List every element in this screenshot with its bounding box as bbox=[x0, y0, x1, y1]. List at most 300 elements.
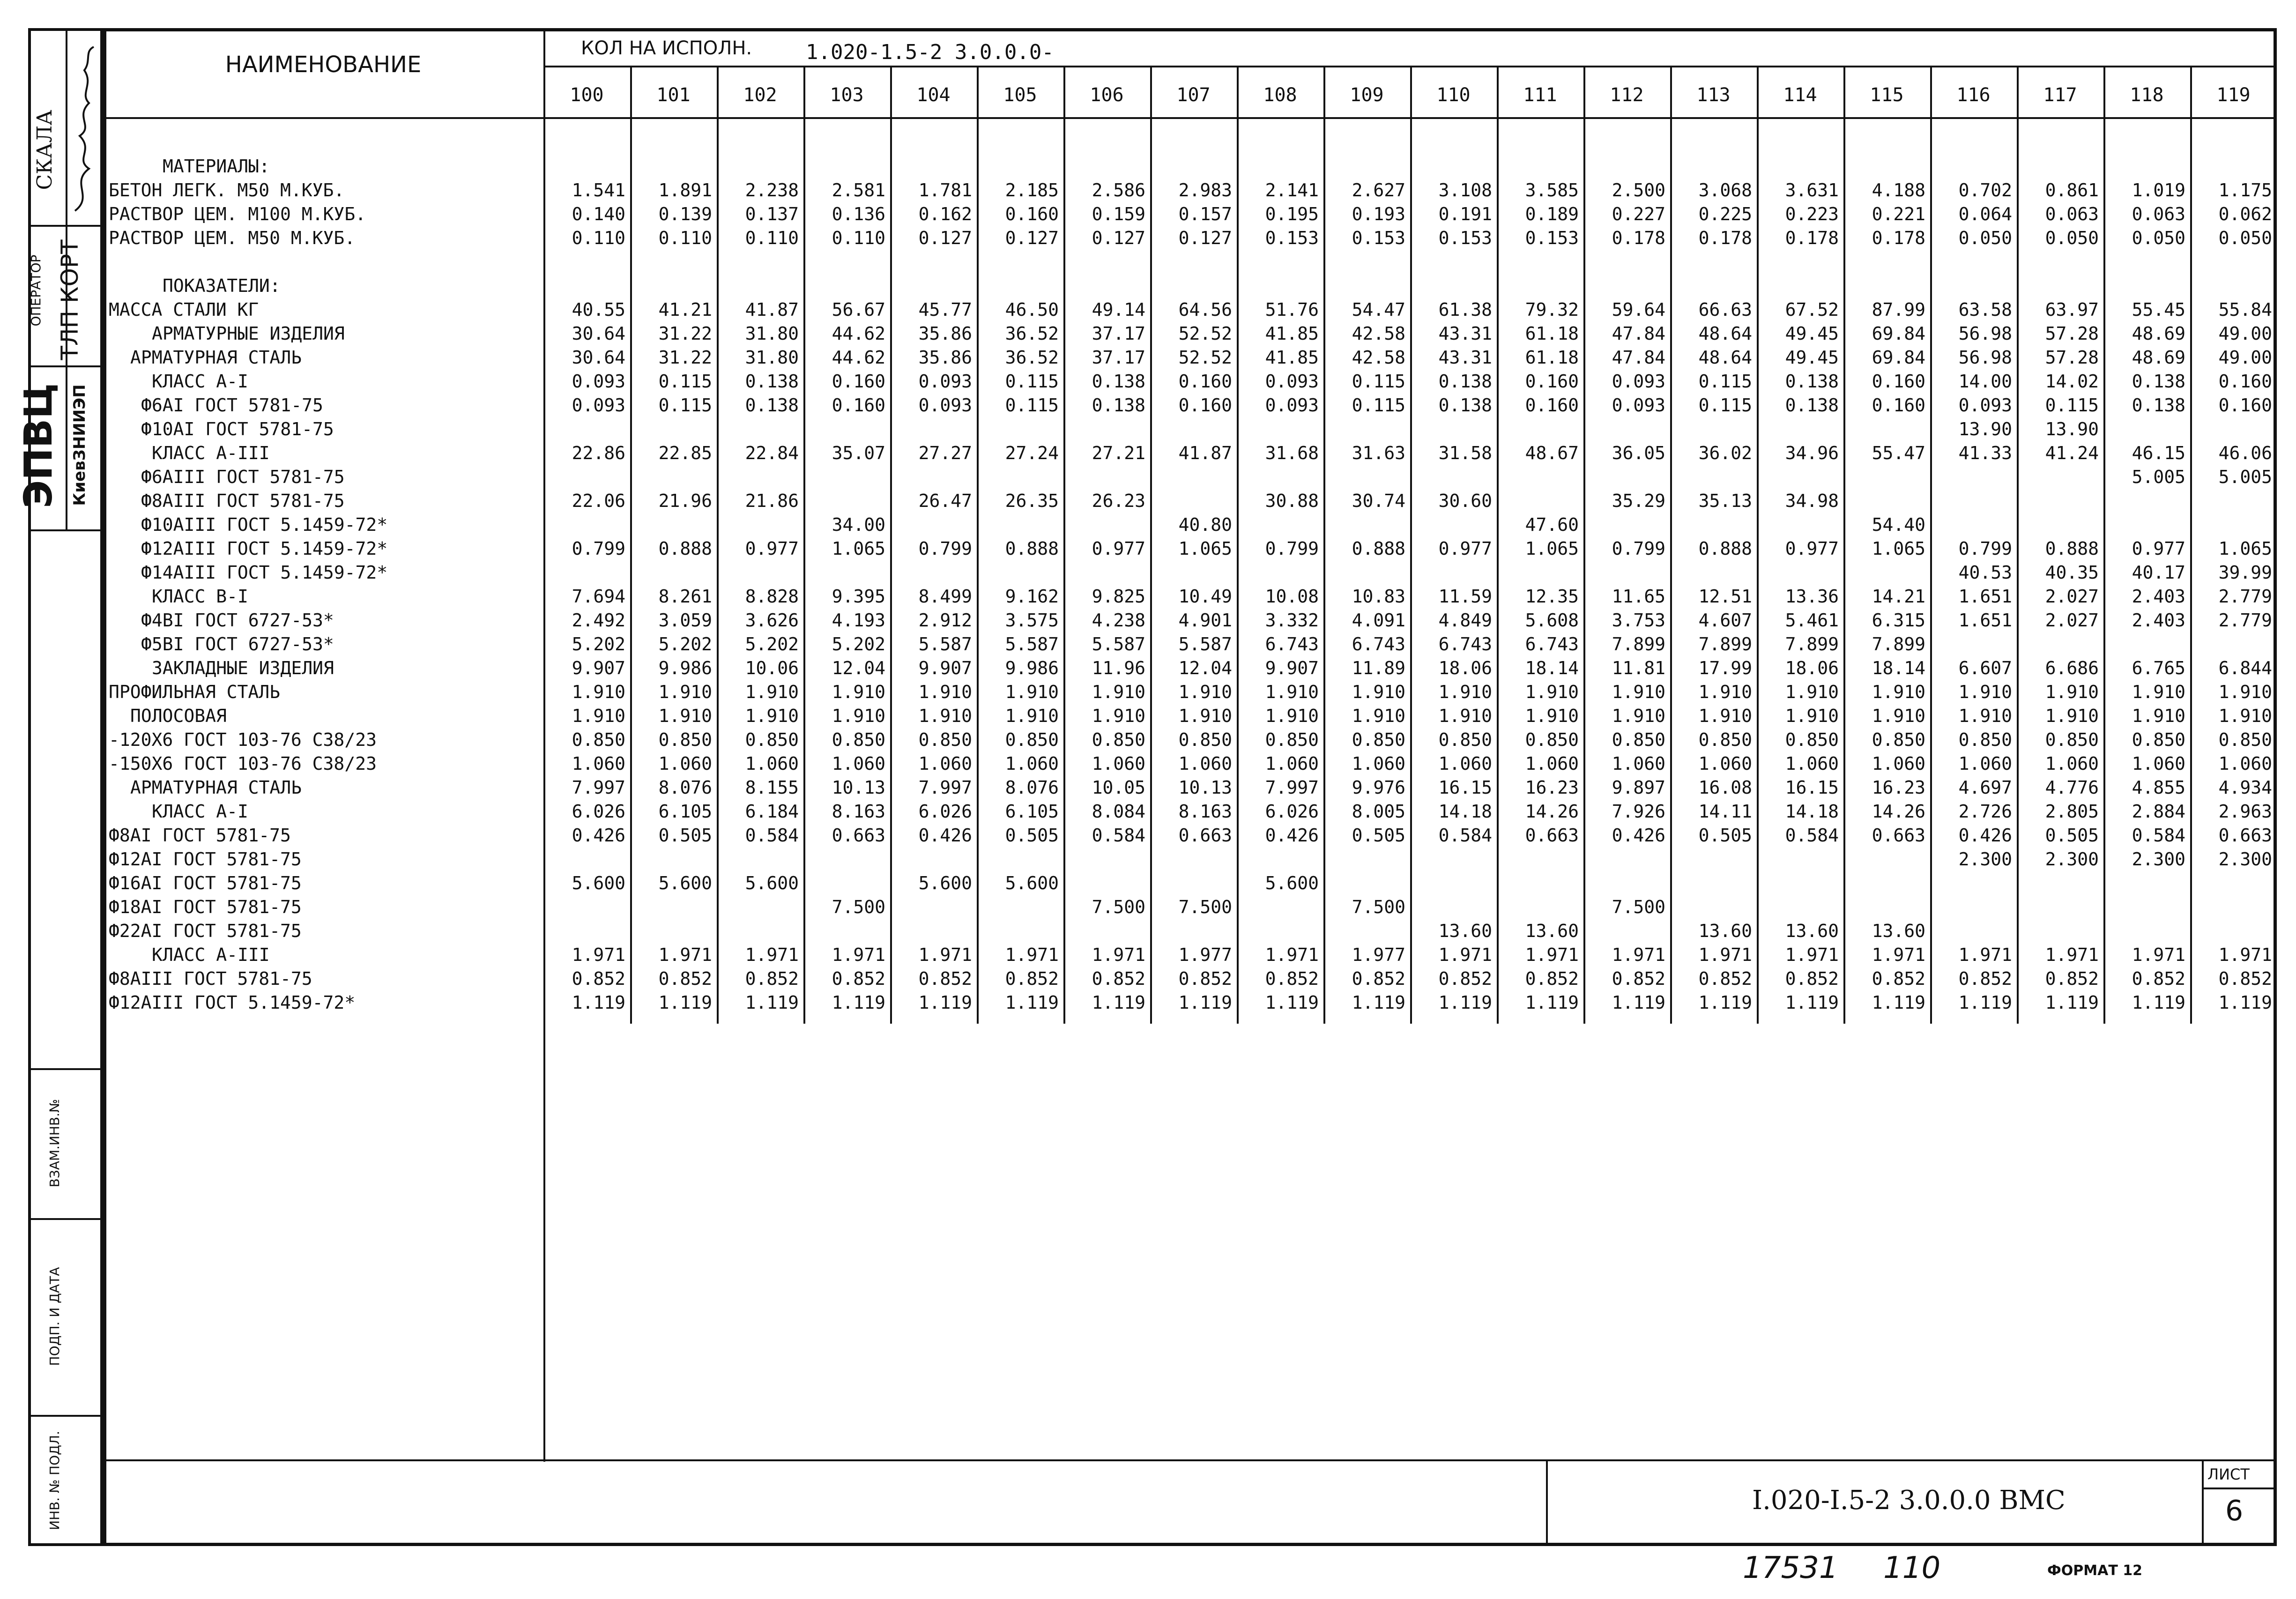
table-cell: 1.971 bbox=[918, 945, 972, 965]
table-cell: 67.52 bbox=[1785, 299, 1839, 320]
table-cell: 1.119 bbox=[572, 992, 625, 1013]
table-cell: 13.60 bbox=[1438, 921, 1492, 941]
tlp-kort-label: ТЛП КОРТ bbox=[56, 239, 83, 360]
table-cell: 0.050 bbox=[1958, 228, 2012, 248]
table-cell: 6.743 bbox=[1525, 634, 1579, 654]
table-cell: 0.663 bbox=[2218, 825, 2272, 846]
table-cell: 0.852 bbox=[832, 968, 885, 989]
table-cell: 6.765 bbox=[2132, 658, 2185, 678]
table-cell: 0.127 bbox=[1178, 228, 1232, 248]
table-cell: 47.60 bbox=[1525, 514, 1579, 535]
table-cell: 0.063 bbox=[2132, 204, 2185, 224]
table-cell: 2.627 bbox=[1352, 180, 1405, 201]
table-cell: 40.53 bbox=[1958, 562, 2012, 583]
table-cell: 14.11 bbox=[1698, 801, 1752, 822]
table-cell: 35.86 bbox=[918, 323, 972, 344]
table-cell: 1.910 bbox=[2218, 706, 2272, 726]
row-label: КЛАСС А-I bbox=[152, 801, 248, 822]
table-cell: 1.910 bbox=[1438, 706, 1492, 726]
table-cell: 21.86 bbox=[745, 491, 799, 511]
table-cell: 35.86 bbox=[918, 347, 972, 368]
table-cell: 49.00 bbox=[2218, 347, 2272, 368]
format-label: ФОРМАТ 12 bbox=[2047, 1562, 2142, 1579]
table-cell: 31.22 bbox=[658, 347, 712, 368]
table-cell: 64.56 bbox=[1178, 299, 1232, 320]
row-label: Ф6АI ГОСТ 5781-75 bbox=[141, 395, 323, 416]
table-cell: 56.98 bbox=[1958, 347, 2012, 368]
table-cell: 0.850 bbox=[1352, 729, 1405, 750]
table-cell: 0.505 bbox=[2045, 825, 2099, 846]
table-cell: 1.019 bbox=[2132, 180, 2185, 201]
operator-label: ОПЕРАТОР bbox=[28, 254, 44, 327]
table-cell: 0.852 bbox=[1178, 968, 1232, 989]
inv-label: ИНВ. № ПОДЛ. bbox=[47, 1431, 62, 1530]
table-cell: 31.58 bbox=[1438, 443, 1492, 463]
table-cell: 1.060 bbox=[1178, 753, 1232, 774]
table-cell: 40.55 bbox=[572, 299, 625, 320]
name-header: НАИМЕНОВАНИЕ bbox=[225, 52, 422, 78]
skala-label: СКАЛА bbox=[33, 110, 57, 190]
table-cell: 1.971 bbox=[2218, 945, 2272, 965]
table-cell: 0.162 bbox=[918, 204, 972, 224]
table-cell: 5.608 bbox=[1525, 610, 1579, 631]
title-block-divider bbox=[1546, 1459, 1548, 1546]
table-cell: 0.137 bbox=[745, 204, 799, 224]
table-cell: 0.110 bbox=[572, 228, 625, 248]
table-cell: 10.13 bbox=[1178, 777, 1232, 798]
table-cell: 0.225 bbox=[1698, 204, 1752, 224]
table-cell: 42.58 bbox=[1352, 323, 1405, 344]
table-cell: 39.99 bbox=[2218, 562, 2272, 583]
row-label: МАССА СТАЛИ КГ bbox=[109, 299, 259, 320]
table-cell: 0.115 bbox=[1352, 395, 1405, 416]
table-cell: 5.587 bbox=[1178, 634, 1232, 654]
table-cell: 1.119 bbox=[832, 992, 885, 1013]
table-cell: 14.21 bbox=[1872, 586, 1925, 607]
table-cell: 1.060 bbox=[2218, 753, 2272, 774]
table-cell: 35.13 bbox=[1698, 491, 1752, 511]
table-cell: 0.584 bbox=[1092, 825, 1145, 846]
row-label: Ф12АIII ГОСТ 5.1459-72* bbox=[109, 992, 356, 1013]
table-cell: 44.62 bbox=[832, 347, 885, 368]
table-cell: 0.138 bbox=[2132, 371, 2185, 392]
table-cell: 1.910 bbox=[1092, 706, 1145, 726]
table-cell: 7.899 bbox=[1698, 634, 1752, 654]
table-cell: 14.18 bbox=[1438, 801, 1492, 822]
table-cell: 49.45 bbox=[1785, 323, 1839, 344]
table-cell: 2.185 bbox=[1005, 180, 1059, 201]
table-cell: 56.67 bbox=[832, 299, 885, 320]
table-cell: 1.060 bbox=[1872, 753, 1925, 774]
table-cell: 0.064 bbox=[1958, 204, 2012, 224]
column-number: 107 bbox=[1176, 84, 1211, 106]
header-bottom bbox=[103, 117, 2277, 119]
table-cell: 0.153 bbox=[1525, 228, 1579, 248]
table-cell: 0.799 bbox=[1612, 538, 1665, 559]
side-divider bbox=[28, 1218, 103, 1220]
table-cell: 1.977 bbox=[1352, 945, 1405, 965]
table-cell: 13.60 bbox=[1872, 921, 1925, 941]
table-cell: 49.14 bbox=[1092, 299, 1145, 320]
table-cell: 2.983 bbox=[1178, 180, 1232, 201]
table-cell: 6.844 bbox=[2218, 658, 2272, 678]
table-cell: 0.160 bbox=[1525, 395, 1579, 416]
table-cell: 35.07 bbox=[832, 443, 885, 463]
table-cell: 1.910 bbox=[1438, 682, 1492, 702]
table-cell: 47.84 bbox=[1612, 347, 1665, 368]
table-cell: 21.96 bbox=[658, 491, 712, 511]
row-label: Ф14АIII ГОСТ 5.1459-72* bbox=[141, 562, 388, 583]
table-cell: 1.910 bbox=[2218, 682, 2272, 702]
table-cell: 0.093 bbox=[1612, 371, 1665, 392]
table-cell: 16.23 bbox=[1525, 777, 1579, 798]
table-cell: 1.910 bbox=[2132, 682, 2185, 702]
table-cell: 3.575 bbox=[1005, 610, 1059, 631]
table-cell: 12.04 bbox=[1178, 658, 1232, 678]
table-cell: 4.855 bbox=[2132, 777, 2185, 798]
table-cell: 0.852 bbox=[1005, 968, 1059, 989]
table-cell: 1.119 bbox=[745, 992, 799, 1013]
table-cell: 4.193 bbox=[832, 610, 885, 631]
table-cell: 41.24 bbox=[2045, 443, 2099, 463]
table-cell: 2.779 bbox=[2218, 586, 2272, 607]
table-cell: 48.69 bbox=[2132, 347, 2185, 368]
table-cell: 4.849 bbox=[1438, 610, 1492, 631]
table-cell: 0.160 bbox=[832, 371, 885, 392]
table-cell: 1.891 bbox=[658, 180, 712, 201]
table-cell: 41.85 bbox=[1265, 323, 1319, 344]
table-cell: 0.138 bbox=[745, 395, 799, 416]
row-label: Ф10АI ГОСТ 5781-75 bbox=[141, 419, 334, 439]
table-cell: 12.51 bbox=[1698, 586, 1752, 607]
table-cell: 0.193 bbox=[1352, 204, 1405, 224]
table-cell: 1.910 bbox=[918, 706, 972, 726]
table-cell: 0.115 bbox=[1352, 371, 1405, 392]
table-cell: 7.500 bbox=[1178, 897, 1232, 917]
side-divider bbox=[28, 529, 103, 531]
qty-header: КОЛ НА ИСПОЛН. bbox=[581, 37, 752, 59]
table-cell: 40.35 bbox=[2045, 562, 2099, 583]
column-number: 106 bbox=[1090, 84, 1124, 106]
table-cell: 1.119 bbox=[1612, 992, 1665, 1013]
table-cell: 1.910 bbox=[745, 682, 799, 702]
table-cell: 3.626 bbox=[745, 610, 799, 631]
table-cell: 5.600 bbox=[1005, 873, 1059, 893]
table-cell: 26.47 bbox=[918, 491, 972, 511]
row-label: Ф5ВI ГОСТ 6727-53* bbox=[141, 634, 334, 654]
column-number: 118 bbox=[2130, 84, 2164, 106]
table-cell: 0.050 bbox=[2045, 228, 2099, 248]
table-cell: 57.28 bbox=[2045, 347, 2099, 368]
row-label: ПОКАЗАТЕЛИ: bbox=[163, 275, 281, 296]
table-cell: 30.88 bbox=[1265, 491, 1319, 511]
table-cell: 1.971 bbox=[572, 945, 625, 965]
table-cell: 5.005 bbox=[2132, 467, 2185, 487]
table-cell: 4.607 bbox=[1698, 610, 1752, 631]
table-cell: 0.178 bbox=[1785, 228, 1839, 248]
table-cell: 0.888 bbox=[2045, 538, 2099, 559]
table-cell: 0.663 bbox=[1525, 825, 1579, 846]
table-cell: 1.910 bbox=[572, 682, 625, 702]
table-cell: 0.178 bbox=[1612, 228, 1665, 248]
table-cell: 57.28 bbox=[2045, 323, 2099, 344]
column-number: 101 bbox=[656, 84, 691, 106]
table-cell: 8.828 bbox=[745, 586, 799, 607]
table-cell: 3.108 bbox=[1438, 180, 1492, 201]
table-cell: 5.600 bbox=[745, 873, 799, 893]
table-cell: 4.188 bbox=[1872, 180, 1925, 201]
table-cell: 0.159 bbox=[1092, 204, 1145, 224]
column-number: 102 bbox=[743, 84, 777, 106]
table-cell: 0.799 bbox=[918, 538, 972, 559]
table-cell: 1.910 bbox=[1265, 682, 1319, 702]
table-cell: 0.852 bbox=[1525, 968, 1579, 989]
table-cell: 1.971 bbox=[1005, 945, 1059, 965]
table-cell: 0.157 bbox=[1178, 204, 1232, 224]
table-cell: 3.068 bbox=[1698, 180, 1752, 201]
table-cell: 63.58 bbox=[1958, 299, 2012, 320]
table-cell: 0.505 bbox=[658, 825, 712, 846]
table-cell: 0.584 bbox=[1785, 825, 1839, 846]
row-label: АРМАТУРНАЯ СТАЛЬ bbox=[130, 777, 302, 798]
row-label: -150Х6 ГОСТ 103-76 С38/23 bbox=[109, 753, 377, 774]
side-divider bbox=[28, 1068, 103, 1070]
table-cell: 0.426 bbox=[1265, 825, 1319, 846]
table-cell: 1.910 bbox=[572, 706, 625, 726]
table-cell: 0.110 bbox=[745, 228, 799, 248]
table-cell: 1.971 bbox=[658, 945, 712, 965]
table-cell: 3.753 bbox=[1612, 610, 1665, 631]
table-cell: 0.110 bbox=[658, 228, 712, 248]
podp-label: ПОДП. И ДАТА bbox=[47, 1267, 62, 1366]
table-cell: 2.586 bbox=[1092, 180, 1145, 201]
row-label: ЗАКЛАДНЫЕ ИЗДЕЛИЯ bbox=[152, 658, 334, 678]
table-cell: 0.888 bbox=[1005, 538, 1059, 559]
table-cell: 1.977 bbox=[1178, 945, 1232, 965]
table-cell: 0.852 bbox=[1612, 968, 1665, 989]
row-label: КЛАСС А-III bbox=[152, 443, 270, 463]
table-cell: 54.40 bbox=[1872, 514, 1925, 535]
table-cell: 42.58 bbox=[1352, 347, 1405, 368]
table-cell: 1.060 bbox=[658, 753, 712, 774]
row-label: Ф18АI ГОСТ 5781-75 bbox=[109, 897, 302, 917]
table-cell: 2.492 bbox=[572, 610, 625, 631]
column-number: 111 bbox=[1523, 84, 1557, 106]
table-cell: 13.60 bbox=[1525, 921, 1579, 941]
table-cell: 1.175 bbox=[2218, 180, 2272, 201]
table-cell: 3.059 bbox=[658, 610, 712, 631]
table-cell: 0.110 bbox=[832, 228, 885, 248]
table-cell: 10.06 bbox=[745, 658, 799, 678]
table-cell: 18.06 bbox=[1785, 658, 1839, 678]
table-cell: 8.499 bbox=[918, 586, 972, 607]
table-cell: 11.89 bbox=[1352, 658, 1405, 678]
table-cell: 0.852 bbox=[1785, 968, 1839, 989]
table-cell: 6.105 bbox=[1005, 801, 1059, 822]
doc-code-header: 1.020-1.5-2 3.0.0.0- bbox=[806, 40, 1054, 64]
table-cell: 7.899 bbox=[1872, 634, 1925, 654]
table-cell: 9.162 bbox=[1005, 586, 1059, 607]
table-cell: 69.84 bbox=[1872, 347, 1925, 368]
table-cell: 7.500 bbox=[1092, 897, 1145, 917]
table-cell: 22.85 bbox=[658, 443, 712, 463]
table-cell: 1.910 bbox=[1352, 706, 1405, 726]
table-cell: 0.115 bbox=[1005, 371, 1059, 392]
table-cell: 1.910 bbox=[1178, 682, 1232, 702]
row-label: КЛАСС В-I bbox=[152, 586, 248, 607]
row-label: Ф8АI ГОСТ 5781-75 bbox=[109, 825, 291, 846]
table-cell: 1.651 bbox=[1958, 610, 2012, 631]
table-cell: 1.910 bbox=[1005, 706, 1059, 726]
table-cell: 12.35 bbox=[1525, 586, 1579, 607]
table-cell: 1.119 bbox=[1698, 992, 1752, 1013]
table-cell: 0.189 bbox=[1525, 204, 1579, 224]
table-cell: 0.850 bbox=[572, 729, 625, 750]
table-cell: 61.38 bbox=[1438, 299, 1492, 320]
table-cell: 1.060 bbox=[2132, 753, 2185, 774]
column-number: 100 bbox=[570, 84, 604, 106]
table-cell: 0.584 bbox=[745, 825, 799, 846]
table-cell: 1.971 bbox=[1958, 945, 2012, 965]
table-cell: 13.60 bbox=[1785, 921, 1839, 941]
table-cell: 4.238 bbox=[1092, 610, 1145, 631]
table-cell: 56.98 bbox=[1958, 323, 2012, 344]
table-cell: 0.852 bbox=[1872, 968, 1925, 989]
table-cell: 0.115 bbox=[1005, 395, 1059, 416]
table-cell: 2.500 bbox=[1612, 180, 1665, 201]
table-cell: 0.852 bbox=[2218, 968, 2272, 989]
row-label: Ф22АI ГОСТ 5781-75 bbox=[109, 921, 302, 941]
footer-number-left: 17531 bbox=[1743, 1551, 1838, 1585]
table-cell: 8.155 bbox=[745, 777, 799, 798]
table-cell: 1.060 bbox=[1785, 753, 1839, 774]
table-cell: 0.140 bbox=[572, 204, 625, 224]
table-cell: 41.87 bbox=[1178, 443, 1232, 463]
row-label: Ф12АIII ГОСТ 5.1459-72* bbox=[141, 538, 388, 559]
table-cell: 0.138 bbox=[1438, 395, 1492, 416]
table-cell: 1.119 bbox=[1005, 992, 1059, 1013]
table-cell: 0.799 bbox=[1265, 538, 1319, 559]
table-cell: 79.32 bbox=[1525, 299, 1579, 320]
table-cell: 1.060 bbox=[1525, 753, 1579, 774]
table-cell: 6.743 bbox=[1438, 634, 1492, 654]
table-cell: 0.584 bbox=[1438, 825, 1492, 846]
table-cell: 1.910 bbox=[2132, 706, 2185, 726]
table-cell: 0.663 bbox=[832, 825, 885, 846]
table-cell: 41.85 bbox=[1265, 347, 1319, 368]
table-cell: 0.888 bbox=[1698, 538, 1752, 559]
table-cell: 1.065 bbox=[832, 538, 885, 559]
table-cell: 1.065 bbox=[2218, 538, 2272, 559]
column-number: 119 bbox=[2216, 84, 2251, 106]
table-cell: 0.050 bbox=[2218, 228, 2272, 248]
table-cell: 2.805 bbox=[2045, 801, 2099, 822]
table-cell: 10.13 bbox=[832, 777, 885, 798]
table-cell: 0.160 bbox=[1005, 204, 1059, 224]
row-label: Ф8АIII ГОСТ 5781-75 bbox=[109, 968, 312, 989]
table-cell: 0.852 bbox=[918, 968, 972, 989]
table-cell: 1.060 bbox=[572, 753, 625, 774]
table-cell: 0.850 bbox=[1612, 729, 1665, 750]
table-cell: 2.884 bbox=[2132, 801, 2185, 822]
table-cell: 2.963 bbox=[2218, 801, 2272, 822]
table-cell: 0.093 bbox=[572, 371, 625, 392]
table-cell: 1.910 bbox=[1872, 706, 1925, 726]
table-cell: 1.910 bbox=[658, 682, 712, 702]
table-cell: 1.910 bbox=[745, 706, 799, 726]
table-cell: 46.15 bbox=[2132, 443, 2185, 463]
table-cell: 0.799 bbox=[572, 538, 625, 559]
table-cell: 1.910 bbox=[1092, 682, 1145, 702]
table-cell: 1.119 bbox=[1438, 992, 1492, 1013]
table-cell: 8.261 bbox=[658, 586, 712, 607]
table-cell: 41.21 bbox=[658, 299, 712, 320]
table-cell: 13.60 bbox=[1698, 921, 1752, 941]
table-cell: 1.971 bbox=[1612, 945, 1665, 965]
table-cell: 2.912 bbox=[918, 610, 972, 631]
row-label: Ф8АIII ГОСТ 5781-75 bbox=[141, 491, 345, 511]
table-cell: 55.84 bbox=[2218, 299, 2272, 320]
table-cell: 0.850 bbox=[918, 729, 972, 750]
table-cell: 1.910 bbox=[658, 706, 712, 726]
table-cell: 6.026 bbox=[918, 801, 972, 822]
table-cell: 1.060 bbox=[1092, 753, 1145, 774]
table-cell: 1.971 bbox=[745, 945, 799, 965]
row-label: ПОЛОСОВАЯ bbox=[130, 706, 227, 726]
table-cell: 14.00 bbox=[1958, 371, 2012, 392]
column-number: 109 bbox=[1350, 84, 1384, 106]
table-cell: 30.64 bbox=[572, 347, 625, 368]
table-cell: 48.67 bbox=[1525, 443, 1579, 463]
table-cell: 16.15 bbox=[1438, 777, 1492, 798]
table-cell: 36.05 bbox=[1612, 443, 1665, 463]
table-cell: 5.600 bbox=[572, 873, 625, 893]
table-cell: 18.14 bbox=[1872, 658, 1925, 678]
table-cell: 2.403 bbox=[2132, 610, 2185, 631]
table-cell: 3.332 bbox=[1265, 610, 1319, 631]
table-cell: 0.850 bbox=[1785, 729, 1839, 750]
table-cell: 5.600 bbox=[918, 873, 972, 893]
table-cell: 16.23 bbox=[1872, 777, 1925, 798]
table-cell: 0.852 bbox=[2045, 968, 2099, 989]
row-label: КЛАСС А-III bbox=[152, 945, 270, 965]
table-cell: 11.96 bbox=[1092, 658, 1145, 678]
table-cell: 0.191 bbox=[1438, 204, 1492, 224]
table-cell: 1.119 bbox=[1092, 992, 1145, 1013]
table-cell: 0.093 bbox=[1612, 395, 1665, 416]
table-cell: 0.227 bbox=[1612, 204, 1665, 224]
table-cell: 1.119 bbox=[1525, 992, 1579, 1013]
table-cell: 2.027 bbox=[2045, 610, 2099, 631]
table-cell: 0.861 bbox=[2045, 180, 2099, 201]
table-cell: 6.607 bbox=[1958, 658, 2012, 678]
table-cell: 6.315 bbox=[1872, 610, 1925, 631]
table-cell: 40.80 bbox=[1178, 514, 1232, 535]
table-cell: 1.119 bbox=[2045, 992, 2099, 1013]
table-cell: 8.084 bbox=[1092, 801, 1145, 822]
table-cell: 26.35 bbox=[1005, 491, 1059, 511]
table-cell: 0.115 bbox=[658, 395, 712, 416]
table-cell: 2.141 bbox=[1265, 180, 1319, 201]
column-number: 110 bbox=[1436, 84, 1471, 106]
table-cell: 41.33 bbox=[1958, 443, 2012, 463]
table-cell: 34.98 bbox=[1785, 491, 1839, 511]
table-cell: 0.850 bbox=[1525, 729, 1579, 750]
table-cell: 0.115 bbox=[1698, 395, 1752, 416]
row-label: Ф12АI ГОСТ 5781-75 bbox=[109, 849, 302, 870]
table-cell: 63.97 bbox=[2045, 299, 2099, 320]
table-cell: 4.091 bbox=[1352, 610, 1405, 631]
